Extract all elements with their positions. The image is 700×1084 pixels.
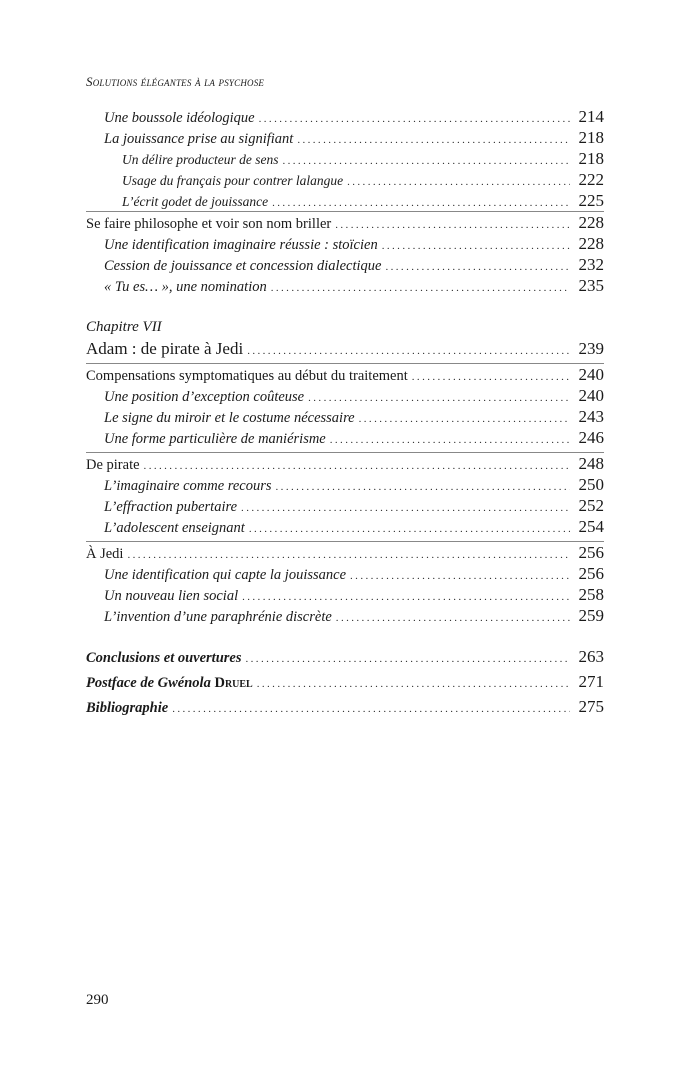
dot-leader	[412, 367, 570, 388]
dot-leader	[359, 409, 570, 430]
toc-entry-page: 225	[578, 191, 604, 210]
toc-entry-label: Une boussole idéologique	[104, 110, 255, 126]
toc-entry-label: L’adolescent enseignant	[104, 520, 245, 536]
toc-entry	[86, 453, 604, 474]
toc-entry-conclusions	[86, 646, 604, 667]
running-head: Solutions élégantes à la psychose	[86, 74, 265, 89]
toc-entry-page: 256	[578, 564, 604, 583]
toc-entry-label	[86, 673, 253, 694]
toc-entry-label: « Tu es… », une nomination	[104, 279, 267, 295]
author-name: Druel	[214, 675, 253, 691]
dot-leader	[276, 477, 570, 498]
toc-entry-label: Une identification imaginaire réussie : stoïcien	[104, 237, 378, 253]
toc-entry	[86, 127, 604, 148]
chapter-title: Adam : de pirate à Jedi	[86, 339, 244, 358]
dot-leader	[259, 109, 570, 130]
toc-entry-bibliography	[86, 696, 604, 717]
toc-entry	[86, 406, 604, 427]
toc-entry-page: 248	[578, 454, 604, 473]
page-number: 290	[86, 992, 109, 1008]
toc-entry-label: L’imaginaire comme recours	[104, 478, 272, 494]
toc-entry-page: 243	[578, 407, 604, 426]
toc-entry	[86, 364, 604, 385]
dot-leader	[335, 215, 570, 236]
toc-entry	[86, 474, 604, 495]
toc-entry-page: 218	[578, 128, 604, 147]
dot-leader	[272, 193, 570, 214]
dot-leader	[336, 608, 570, 629]
toc-entry-page: 232	[578, 255, 604, 274]
chapter-label: Chapitre VII	[86, 319, 162, 335]
toc-entry-label: Usage du français pour contrer lalangue	[122, 173, 344, 188]
toc-entry-page: 222	[578, 170, 604, 189]
toc-entry-label: L’invention d’une paraphrénie discrète	[104, 609, 332, 625]
toc-entry-page: 240	[578, 386, 604, 405]
toc-entry-label: Cession de jouissance et concession dialectique	[104, 258, 382, 274]
toc-entry-page: 228	[578, 234, 604, 253]
toc-entry	[86, 275, 604, 296]
dot-leader	[172, 699, 570, 720]
dot-leader	[246, 649, 571, 670]
toc-entry-postface	[86, 671, 604, 692]
toc-entry-label: Se faire philosophe et voir son nom briller	[86, 216, 332, 232]
toc-entry-label: Une position d’exception coûteuse	[104, 389, 305, 405]
toc-entry-label: Bibliographie	[86, 700, 169, 716]
chapter-page: 239	[578, 339, 604, 358]
dot-leader	[382, 236, 570, 257]
dot-leader	[247, 341, 570, 362]
toc-entry	[86, 148, 604, 169]
toc-entry	[86, 516, 604, 537]
toc-entry	[86, 254, 604, 275]
toc-entry-label: Un nouveau lien social	[104, 588, 239, 604]
toc-entry-page: 250	[578, 475, 604, 494]
toc-entry	[86, 495, 604, 516]
dot-leader	[385, 257, 570, 278]
dot-leader	[144, 456, 570, 477]
toc-entry-page: 259	[578, 606, 604, 625]
toc-entry-page: 275	[578, 697, 604, 716]
toc-entry-label: Une identification qui capte la jouissance	[104, 567, 347, 583]
toc-entry	[86, 605, 604, 626]
dot-leader	[347, 172, 570, 193]
toc-entry	[86, 427, 604, 448]
toc-entry	[86, 190, 604, 211]
toc-entry-label: L’écrit godet de jouissance	[122, 194, 269, 209]
chapter-title-entry	[86, 338, 604, 359]
table-of-contents	[86, 106, 604, 717]
dot-leader	[242, 587, 570, 608]
toc-entry-label: Un délire producteur de sens	[122, 152, 279, 167]
dot-leader	[249, 519, 570, 540]
toc-entry	[86, 542, 604, 563]
toc-entry-page: 252	[578, 496, 604, 515]
toc-entry-page: 246	[578, 428, 604, 447]
toc-entry-page: 256	[578, 543, 604, 562]
toc-entry	[86, 563, 604, 584]
toc-entry-label: À Jedi	[86, 546, 124, 562]
dot-leader	[271, 278, 570, 299]
toc-entry-label: Compensations symptomatiques au début du traitement	[86, 368, 408, 384]
toc-entry-page: 240	[578, 365, 604, 384]
dot-leader	[308, 388, 570, 409]
toc-entry-label: Une forme particulière de maniérisme	[104, 431, 326, 447]
postface-prefix: Postface de Gwénola	[86, 675, 215, 691]
dot-leader	[282, 151, 570, 172]
toc-entry	[86, 584, 604, 605]
toc-entry	[86, 212, 604, 233]
dot-leader	[241, 498, 570, 519]
dot-leader	[257, 674, 570, 695]
dot-leader	[330, 430, 570, 451]
toc-entry-label: Le signe du miroir et le costume nécessaire	[104, 410, 355, 426]
toc-entry-label: De pirate	[86, 457, 140, 473]
toc-entry	[86, 106, 604, 127]
toc-entry-page: 254	[578, 517, 604, 536]
dot-leader	[127, 545, 570, 566]
toc-entry-label: L’effraction pubertaire	[104, 499, 238, 515]
toc-entry	[86, 169, 604, 190]
toc-entry-page: 258	[578, 585, 604, 604]
dot-leader	[350, 566, 570, 587]
toc-entry	[86, 233, 604, 254]
toc-entry-label: Conclusions et ouvertures	[86, 650, 242, 666]
dot-leader	[297, 130, 570, 151]
toc-entry-page: 271	[578, 672, 604, 691]
toc-entry-page: 214	[578, 107, 604, 126]
toc-entry	[86, 385, 604, 406]
toc-entry-page: 218	[578, 149, 604, 168]
toc-entry-page: 228	[578, 213, 604, 232]
toc-entry-page: 263	[578, 647, 604, 666]
toc-entry-page: 235	[578, 276, 604, 295]
toc-entry-label: La jouissance prise au signifiant	[104, 131, 294, 147]
